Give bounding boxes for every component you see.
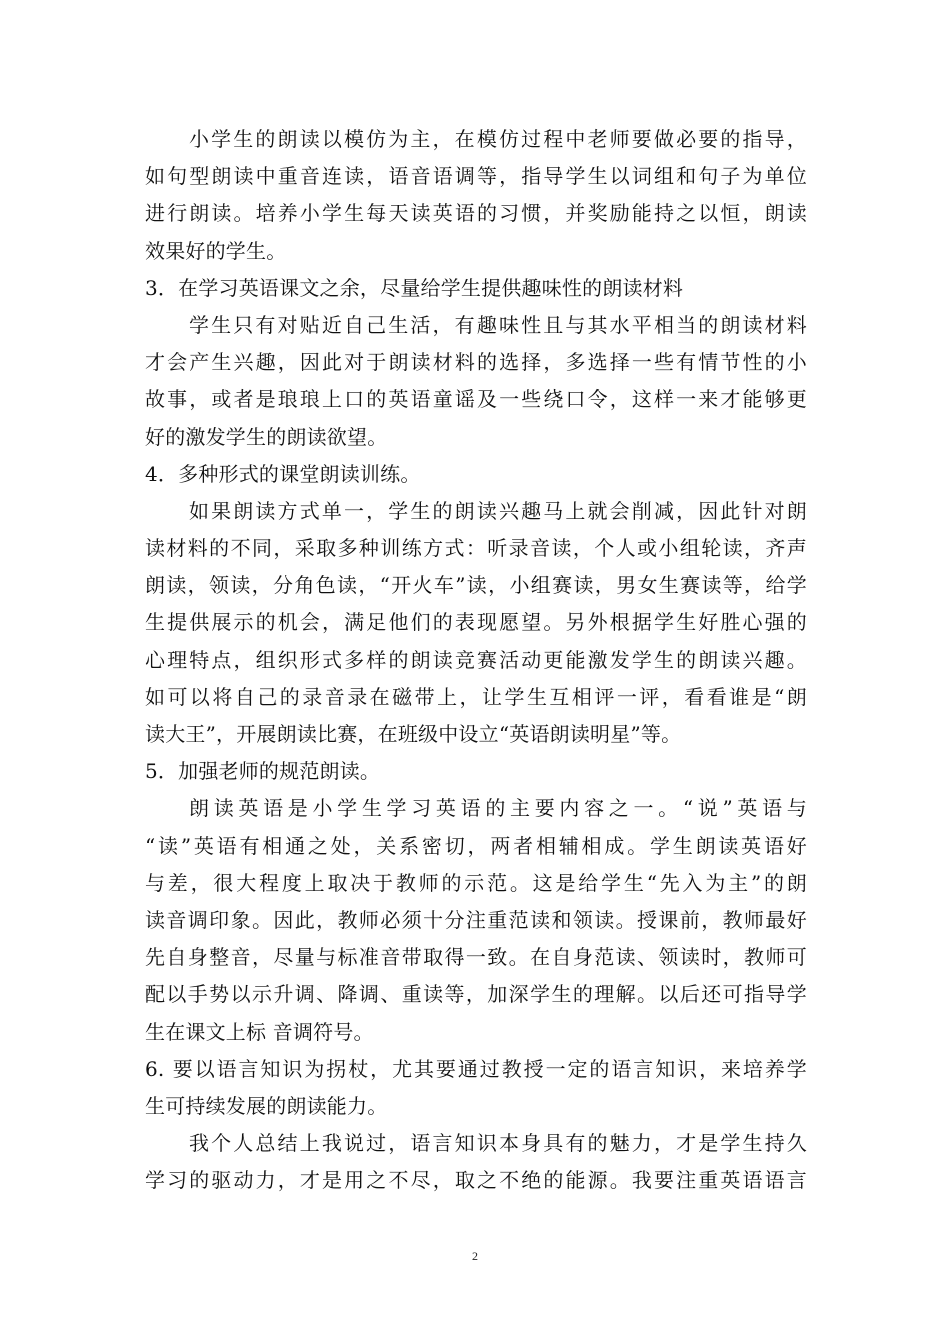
text-line: 生提供展示的机会，满足他们的表现愿望。另外根据学生好胜心强的 <box>145 610 807 635</box>
text-line: 读大王”，开展朗读比赛，在班级中设立“英语朗读明星”等。 <box>145 722 682 746</box>
text-line: 朗读，领读，分角色读，“开火车”读，小组赛读，男女生赛读等，给学 <box>145 573 807 598</box>
text-line: 学习的驱动力，才是用之不尽，取之不绝的能源。我要注重英语语言 <box>145 1168 807 1193</box>
text-line: 效果好的学生。 <box>145 238 287 263</box>
page-number: 2 <box>472 1249 478 1263</box>
text-line: 读材料的不同，采取多种训练方式：听录音读，个人或小组轮读，齐声 <box>145 536 807 561</box>
document-body <box>145 121 807 1199</box>
text-line: 小学生的朗读以模仿为主，在模仿过程中老师要做必要的指导， <box>189 127 807 151</box>
text-line: 我个人总结上我说过，语言知识本身具有的魅力，才是学生持久 <box>189 1131 807 1156</box>
text-line: 读音调印象。因此，教师必须十分注重范读和领读。授课前，教师最好 <box>145 907 807 932</box>
section-heading: 3．在学习英语课文之余，尽量给学生提供趣味性的朗读材料 <box>145 275 684 300</box>
text-line: 学生只有对贴近自己生活，有趣味性且与其水平相当的朗读材料 <box>189 312 807 337</box>
section-heading: 4．多种形式的课堂朗读训练。 <box>145 461 421 486</box>
text-line: 故事，或者是琅琅上口的英语童谣及一些绕口令，这样一来才能够更 <box>145 387 807 412</box>
text-line: 配以手势以示升调、降调、重读等，加深学生的理解。以后还可指导学 <box>145 982 807 1007</box>
text-line: 与差，很大程度上取决于教师的示范。这是给学生“先入为主”的朗 <box>145 870 807 895</box>
text-line: 生可持续发展的朗读能力。 <box>145 1093 388 1118</box>
text-line: “读”英语有相通之处，关系密切，两者相辅相成。学生朗读英语好 <box>145 833 807 858</box>
text-line: 才会产生兴趣，因此对于朗读材料的选择，多选择一些有情节性的小 <box>145 350 807 375</box>
text-line: 如果朗读方式单一，学生的朗读兴趣马上就会削减，因此针对朗 <box>189 498 807 523</box>
section-heading: 6. 要以语言知识为拐杖，尤其要通过教授一定的语言知识，来培养学 <box>145 1056 807 1081</box>
text-line: 如句型朗读中重音连读，语音语调等，指导学生以词组和句子为单位 <box>145 164 807 189</box>
text-line: 如可以将自己的录音录在磁带上，让学生互相评一评，看看谁是“朗 <box>145 684 807 709</box>
text-line: 先自身整音，尽量与标准音带取得一致。在自身范读、领读时，教师可 <box>145 945 807 970</box>
text-line: 进行朗读。培养小学生每天读英语的习惯，并奖励能持之以恒，朗读 <box>145 201 807 226</box>
section-heading: 5．加强老师的规范朗读。 <box>145 759 381 784</box>
text-line: 好的激发学生的朗读欲望。 <box>145 424 388 449</box>
text-line: 心理特点，组织形式多样的朗读竞赛活动更能激发学生的朗读兴趣。 <box>145 647 807 672</box>
text-line: 朗读英语是小学生学习英语的主要内容之一。“说”英语与 <box>189 796 807 821</box>
text-line: 生在课文上标 音调符号。 <box>145 1019 374 1044</box>
